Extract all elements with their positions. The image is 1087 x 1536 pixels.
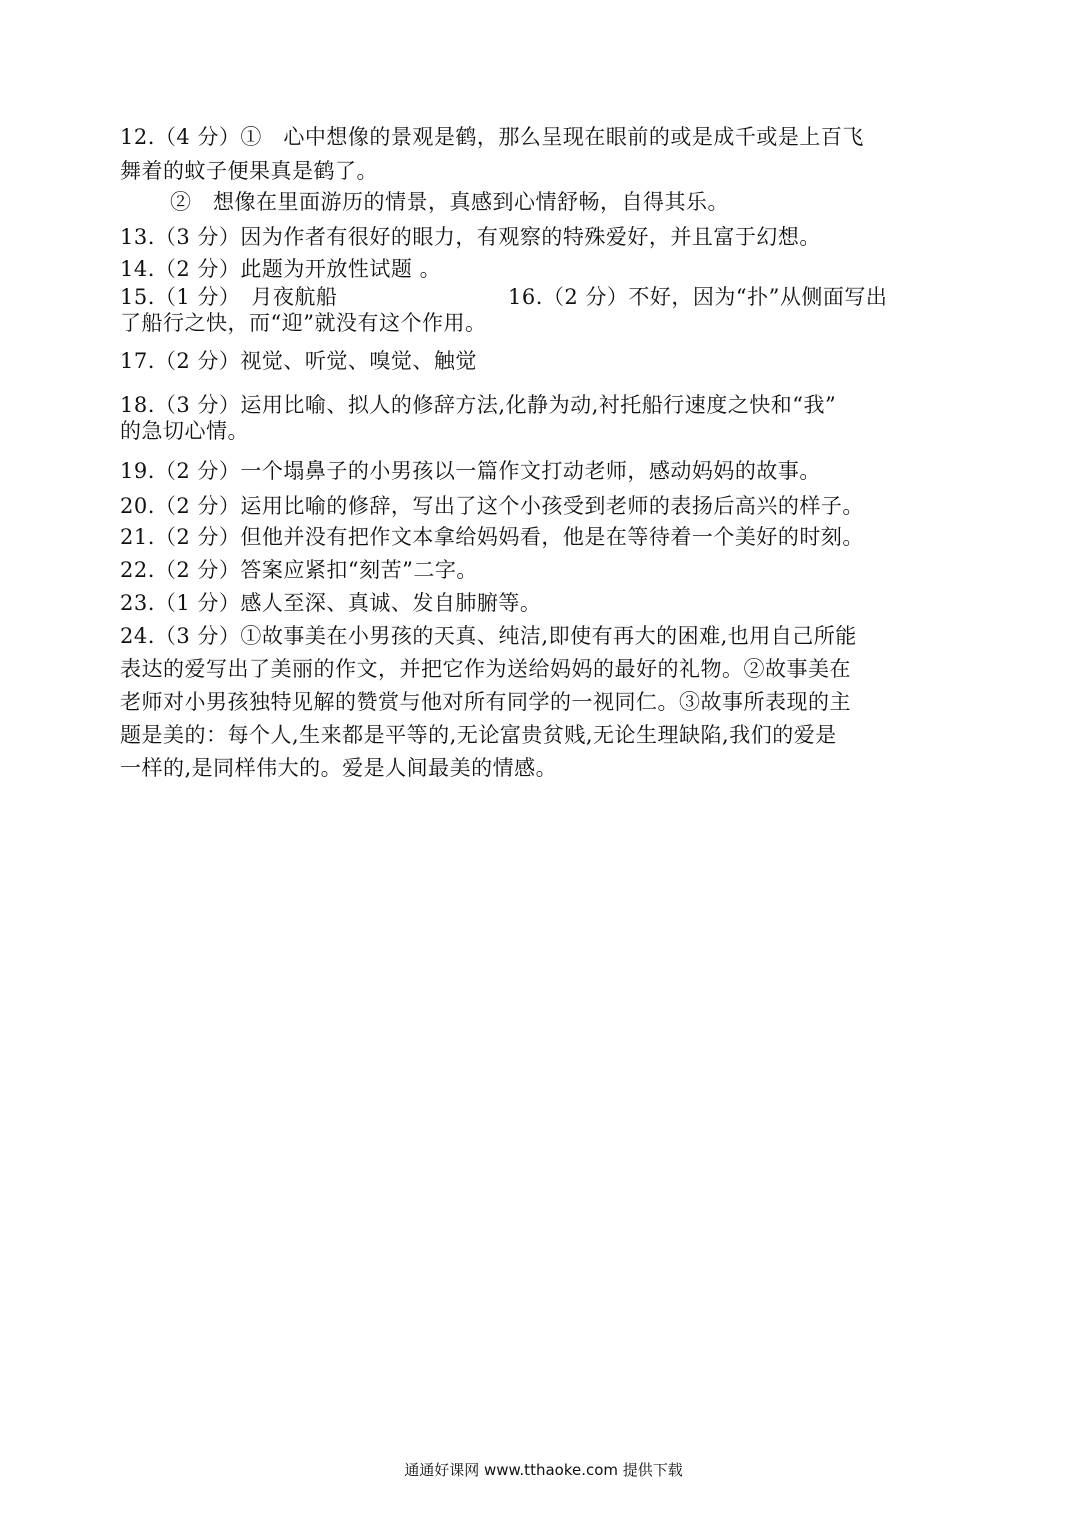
answer-14: 14.（2 分）此题为开放性试题 。 — [120, 257, 442, 281]
answer-16-line-2: 了船行之快，而“迎”就没有这个作用。 — [120, 311, 487, 335]
answer-12-line-3: ② 想像在里面游历的情景，真感到心情舒畅，自得其乐。 — [170, 190, 729, 214]
answer-22: 22.（2 分）答案应紧扣“刻苦”二字。 — [120, 558, 478, 582]
answer-18-line-2: 的急切心情。 — [120, 419, 249, 443]
answer-12-line-2: 舞着的蚊子便果真是鹤了。 — [120, 159, 378, 183]
answer-18-line-1: 18.（3 分）运用比喻、拟人的修辞方法,化静为动,衬托船行速度之快和“我” — [120, 393, 837, 417]
answer-13: 13.（3 分）因为作者有很好的眼力，有观察的特殊爱好，并且富于幻想。 — [120, 225, 821, 249]
answer-24-line-2: 表达的爱写出了美丽的作文，并把它作为送给妈妈的最好的礼物。②故事美在 — [120, 657, 851, 681]
answer-23: 23.（1 分）感人至深、真诚、发自肺腑等。 — [120, 591, 542, 615]
answer-19: 19.（2 分）一个塌鼻子的小男孩以一篇作文打动老师，感动妈妈的故事。 — [120, 459, 821, 483]
answer-24-line-5: 一样的,是同样伟大的。爱是人间最美的情感。 — [120, 756, 558, 780]
answer-12-line-1: 12.（4 分）① 心中想像的景观是鹤，那么呈现在眼前的或是成千或是上百飞 — [120, 125, 864, 149]
download-footer: 通通好课网 www.tthaoke.com 提供下载 — [404, 1461, 683, 1479]
answer-20: 20.（2 分）运用比喻的修辞，写出了这个小孩受到老师的表扬后高兴的样子。 — [120, 494, 864, 518]
answer-21: 21.（2 分）但他并没有把作文本拿给妈妈看，他是在等待着一个美好的时刻。 — [120, 525, 864, 549]
answer-15: 15.（1 分） 月夜航船 — [120, 285, 338, 309]
answer-24-line-1: 24.（3 分）①故事美在小男孩的天真、纯洁,即使有再大的困难,也用自己所能 — [120, 624, 857, 648]
answer-24-line-4: 题是美的：每个人,生来都是平等的,无论富贵贫贱,无论生理缺陷,我们的爱是 — [120, 723, 837, 747]
answer-24-line-3: 老师对小男孩独特见解的赞赏与他对所有同学的一视同仁。③故事所表现的主 — [120, 690, 851, 714]
answer-17: 17.（2 分）视觉、听觉、嗅觉、触觉 — [120, 349, 477, 373]
answer-16-line-1: 16.（2 分）不好，因为“扑”从侧面写出 — [508, 285, 888, 309]
